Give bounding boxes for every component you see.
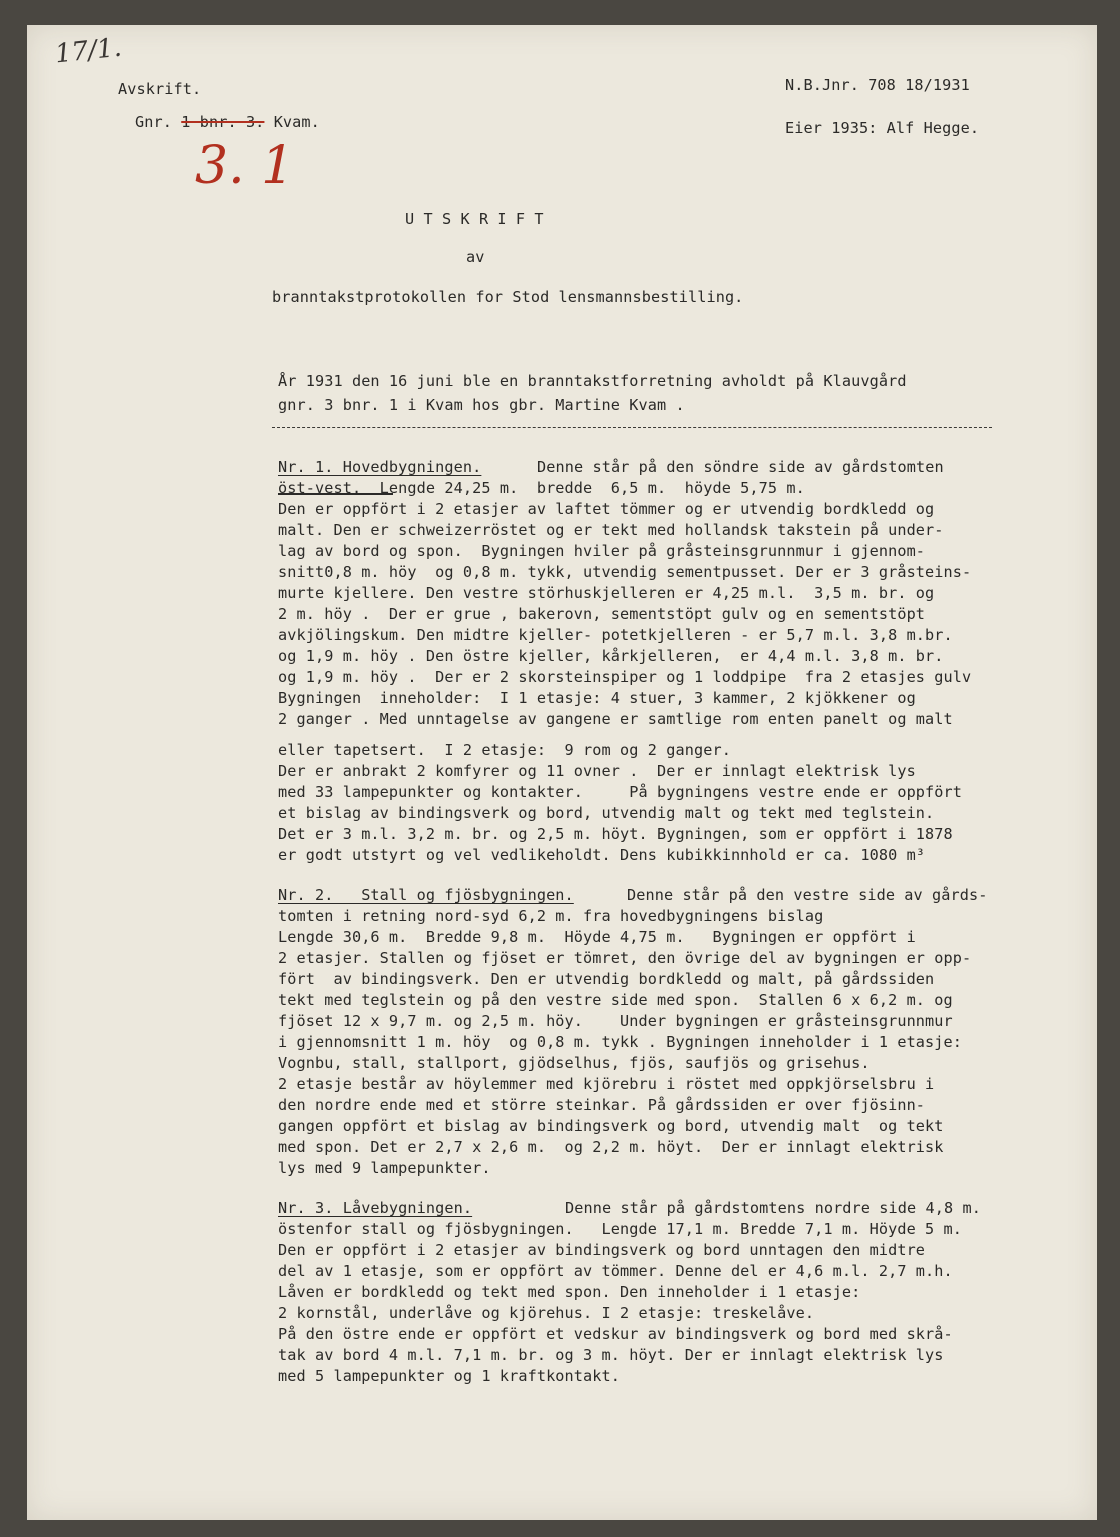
- section-line: gangen oppfört et bislag av bindingsverk og bord, utvendig malt og tekt: [278, 1117, 944, 1135]
- owner-line: Eier 1935: Alf Hegge.: [785, 119, 980, 137]
- intro-line: År 1931 den 16 juni ble en branntakstforretning avholdt på Klauvgård: [278, 372, 907, 390]
- red-handwritten-mark: 3. 1: [195, 136, 295, 196]
- section-line: den nordre ende med et större steinkar. På gårdssiden er over fjösinn-: [278, 1096, 926, 1114]
- section-line: tekt med teglstein og på den vestre side med spon. Stallen 6 x 6,2 m. og: [278, 991, 953, 1009]
- section-heading: Nr. 1. Hovedbygningen.: [278, 458, 482, 476]
- section-line: malt. Den er schweizerröstet og er tekt med hollandsk takstein på under-: [278, 521, 944, 539]
- section-line: Bygningen inneholder: I 1 etasje: 4 stuer, 3 kammer, 2 kjökkener og: [278, 689, 916, 707]
- section-line: murte kjellere. Den vestre störhuskjelleren er 4,25 m.l. 3,5 m. br. og: [278, 584, 935, 602]
- section-line: er godt utstyrt og vel vedlikeholdt. Dens kubikkinnhold er ca. 1080 m³: [278, 846, 926, 864]
- section-line: 2 m. höy . Der er grue , bakerovn, sementstöpt gulv og en sementstöpt: [278, 605, 926, 623]
- section-line: eller tapetsert. I 2 etasje: 9 rom og 2 ganger.: [278, 741, 731, 759]
- section-line: og 1,9 m. höy . Den östre kjeller, kårkjelleren, er 4,4 m.l. 3,8 m. br.: [278, 647, 944, 665]
- section-line: i gjennomsnitt 1 m. höy og 0,8 m. tykk . Bygningen inneholder i 1 etasje:: [278, 1033, 963, 1051]
- journal-number: N.B.Jnr. 708 18/1931: [785, 76, 970, 94]
- title-protocol: branntakstprotokollen for Stod lensmannsbestilling.: [272, 288, 744, 306]
- section-line: et bislag av bindingsverk og bord, utvendig malt og tekt med teglstein.: [278, 804, 935, 822]
- section-line: tomten i retning nord-syd 6,2 m. fra hovedbygningens bislag: [278, 907, 824, 925]
- section-line: På den östre ende er oppfört et vedskur av bindingsverk og bord med skrå-: [278, 1325, 953, 1343]
- intro-line: gnr. 3 bnr. 1 i Kvam hos gbr. Martine Kvam .: [278, 396, 685, 414]
- section-line: lys med 9 lampepunkter.: [278, 1159, 491, 1177]
- section-line: avkjölingskum. Den midtre kjeller- potetkjelleren - er 5,7 m.l. 3,8 m.br.: [278, 626, 953, 644]
- section-line: Det er 3 m.l. 3,2 m. br. og 2,5 m. höyt. Bygningen, som er oppfört i 1878: [278, 825, 953, 843]
- section-line: 2 etasjer. Stallen og fjöset er tömret, den övrige del av bygningen er opp-: [278, 949, 972, 967]
- section-line: del av 1 etasje, som er oppfört av tömmer. Denne del er 4,6 m.l. 2,7 m.h.: [278, 1262, 953, 1280]
- section-line: 2 kornstål, underlåve og kjörehus. I 2 etasje: treskelåve.: [278, 1304, 815, 1322]
- dashed-divider: [272, 427, 992, 428]
- section-line: fjöset 12 x 9,7 m. og 2,5 m. höy. Under bygningen er gråsteinsgrunnmur: [278, 1012, 953, 1030]
- title-av: av: [466, 248, 485, 266]
- section-heading: Nr. 2. Stall og fjösbygningen.: [278, 886, 574, 904]
- section-line: 2 ganger . Med unntagelse av gangene er samtlige rom enten panelt og malt: [278, 710, 953, 728]
- section-line: tak av bord 4 m.l. 7,1 m. br. og 3 m. höyt. Der er innlagt elektrisk lys: [278, 1346, 944, 1364]
- gnr-prefix: Gnr.: [135, 113, 172, 131]
- section-heading: Nr. 3. Låvebygningen.: [278, 1199, 473, 1217]
- section-line: 2 etasje består av höylemmer med kjörebru i röstet med oppkjörselsbru i: [278, 1075, 935, 1093]
- section-line: Den er oppfört i 2 etasjer av laftet tömmer og er utvendig bordkledd og: [278, 500, 935, 518]
- section-line: öst-vest. Lengde 24,25 m. bredde 6,5 m. höyde 5,75 m.: [278, 479, 805, 497]
- corner-mark: 17/1.: [53, 32, 124, 70]
- section-line: Denne står på den söndre side av gårdstomten: [537, 458, 944, 476]
- section-line: med 33 lampepunkter og kontakter. På bygningens vestre ende er oppfört: [278, 783, 963, 801]
- avskrift-label: Avskrift.: [118, 80, 202, 98]
- section-line: Lengde 30,6 m. Bredde 9,8 m. Höyde 4,75 m. Bygningen er oppfört i: [278, 928, 916, 946]
- gnr-struck: 1 bnr. 3.: [181, 113, 265, 131]
- underline-rule: [278, 493, 393, 495]
- section-line: lag av bord og spon. Bygningen hviler på gråsteinsgrunnmur i gjennom-: [278, 542, 926, 560]
- section-line: fört av bindingsverk. Den er utvendig bordkledd og malt, på gårdssiden: [278, 970, 935, 988]
- section-line: Der er anbrakt 2 komfyrer og 11 ovner . Der er innlagt elektrisk lys: [278, 762, 916, 780]
- section-line: Låven er bordkledd og tekt med spon. Den inneholder i 1 etasje:: [278, 1283, 861, 1301]
- section-line: med spon. Det er 2,7 x 2,6 m. og 2,2 m. höyt. Der er innlagt elektrisk: [278, 1138, 944, 1156]
- title-utskrift: U T S K R I F T: [405, 210, 544, 228]
- section-line: Den er oppfört i 2 etasjer av bindingsverk og bord unntagen den midtre: [278, 1241, 926, 1259]
- section-line: Denne står på gårdstomtens nordre side 4,8 m.: [565, 1199, 981, 1217]
- section-line: Vognbu, stall, stallport, gjödselhus, fjös, saufjös og grisehus.: [278, 1054, 870, 1072]
- section-line: snitt0,8 m. höy og 0,8 m. tykk, utvendig sementpusset. Der er 3 gråsteins-: [278, 563, 972, 581]
- section-line: Denne står på den vestre side av gårds-: [627, 886, 988, 904]
- section-line: med 5 lampepunkter og 1 kraftkontakt.: [278, 1367, 621, 1385]
- section-line: östenfor stall og fjösbygningen. Lengde 17,1 m. Bredde 7,1 m. Höyde 5 m.: [278, 1220, 963, 1238]
- gnr-line: [135, 113, 320, 131]
- section-line: og 1,9 m. höy . Der er 2 skorsteinspiper og 1 loddpipe fra 2 etasjes gulv: [278, 668, 972, 686]
- gnr-suffix: Kvam.: [273, 113, 320, 131]
